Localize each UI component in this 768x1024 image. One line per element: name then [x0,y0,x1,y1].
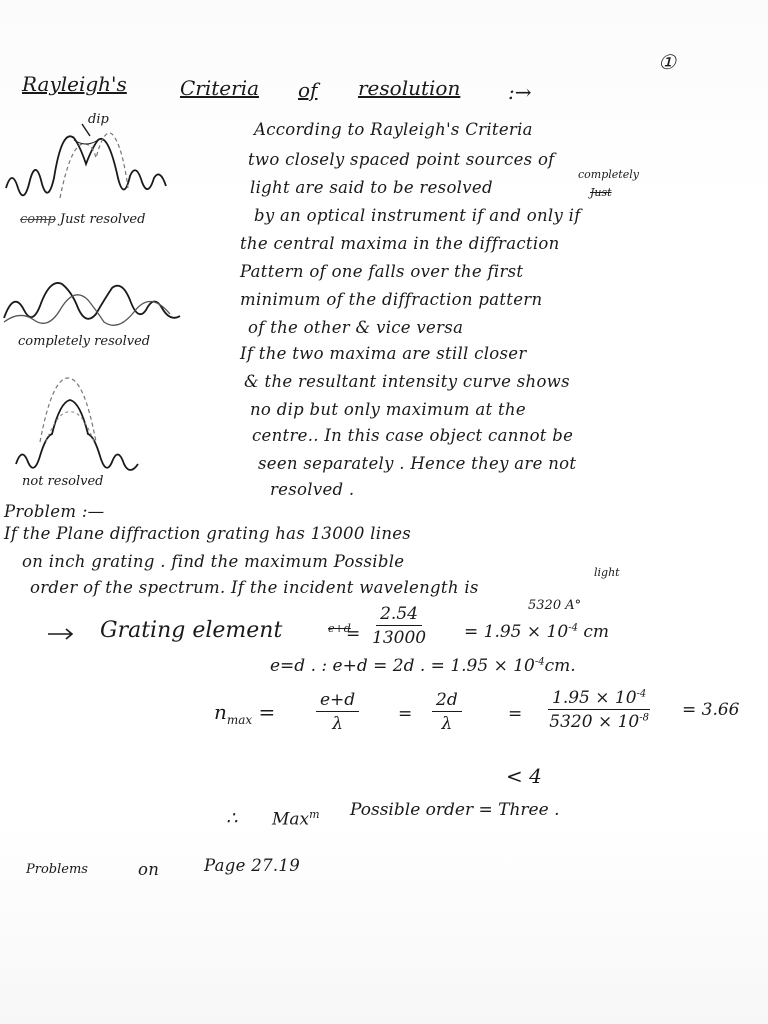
fraction-3-num-wrap [548,688,650,710]
problem-line-2: on inch grating . find the maximum Possible [22,552,405,571]
light-insert: light [594,566,620,579]
body-line-3: light are said to be resolved [250,178,493,197]
title-arrow: :→ [508,80,532,104]
fraction-1-num: e+d [316,690,359,712]
conclusion-max [272,808,320,830]
fraction-3-num-exp: -4 [636,688,647,700]
relation-unit: cm. [544,656,576,676]
problem-heading: Problem :— [4,502,105,521]
title-of: of [298,78,318,102]
body-line-10: & the resultant intensity curve shows [244,372,570,391]
body-line-13: seen separately . Hence they are not [258,454,577,473]
problem-line-3: order of the spectrum. If the incident wavelength is [30,578,479,597]
grating-numerator: 2.54 [376,604,422,626]
fraction-2d-lambda [432,690,462,734]
fraction-ed-lambda [316,690,359,734]
nmax-result: = 3.66 [682,700,740,720]
less-than-four: < 4 [506,764,542,788]
grating-label: Grating element [100,618,283,643]
body-line-8: of the other & vice versa [248,318,464,337]
grating-result-value: = 1.95 × 10 [464,622,569,642]
body-line-7: minimum of the diffraction pattern [240,290,543,309]
fraction-3-num: 1.95 × 10 [552,688,637,708]
equals-sign-1: = [346,624,361,644]
not-resolved-diagram [0,372,200,482]
arrow-icon [46,628,76,640]
conclusion-text: Possible order = Three . [350,800,560,820]
page-reference: Page 27.19 [204,856,301,875]
completely-resolved-diagram [0,270,200,340]
relation-text: e=d . : e+d = 2d . = 1.95 × 10 [270,656,535,676]
relation-line [270,656,576,676]
relation-exp: -4 [534,656,545,668]
title-rayleighs: Rayleigh's [22,72,127,96]
ed-struck: e+d [328,622,351,635]
fraction-3-den: 5320 × 10 [549,712,640,732]
caption-not-resolved: not resolved [22,474,104,489]
body-line-4: by an optical instrument if and only if [254,206,581,225]
inserted-word: completely [578,168,639,181]
caption-completely-resolved: completely resolved [18,334,151,349]
body-line-2: two closely spaced point sources of [248,150,555,169]
page-number: ① [658,50,676,74]
grating-result-exp: -4 [568,622,578,634]
body-line-6: Pattern of one falls over the first [240,262,524,281]
fraction-2-den: λ [441,714,453,734]
fraction-numeric [548,688,650,732]
body-line-9: If the two maxima are still closer [240,344,527,363]
fraction-2-num: 2d [432,690,462,712]
conclusion-max-sup: m [309,808,320,821]
fraction-1-den: λ [332,714,343,734]
fraction-3-den-exp: -8 [639,712,649,724]
grating-denominator: 13000 [372,628,427,648]
equals-sign-3: = [508,704,523,724]
nmax-sub: max [226,713,253,727]
fraction-3-den-wrap [549,710,649,732]
wavelength-value: 5320 A° [528,598,582,613]
nmax-label: $n_{max}$ = [214,700,276,727]
caption-just-resolved-text: Just resolved [59,212,146,227]
body-line-11: no dip but only maximum at the [250,400,526,419]
therefore-symbol: ∴ [226,808,238,829]
grating-fraction [372,604,426,648]
body-line-1: According to Rayleigh's Criteria [254,120,533,139]
struck-word: Just [590,186,612,199]
conclusion-max-text: Max [272,809,310,830]
equals-sign-2: = [398,704,413,724]
grating-unit: cm [583,622,609,642]
caption-just-resolved: comp Just resolved [20,212,146,227]
grating-result [464,622,609,642]
title-criteria: Criteria [180,76,260,100]
body-line-5: the central maxima in the diffraction [240,234,560,253]
body-line-14: resolved . [270,480,355,499]
dip-label: dip [88,112,109,127]
problems-label: Problems [26,862,88,877]
body-line-12: centre.. In this case object cannot be [252,426,574,445]
on-label: on [138,860,160,879]
problem-line-1: If the Plane diffraction grating has 13000 lines [4,524,412,543]
title-resolution: resolution [358,76,461,100]
nmax-n: n [214,700,227,724]
just-resolved-diagram [0,118,200,218]
